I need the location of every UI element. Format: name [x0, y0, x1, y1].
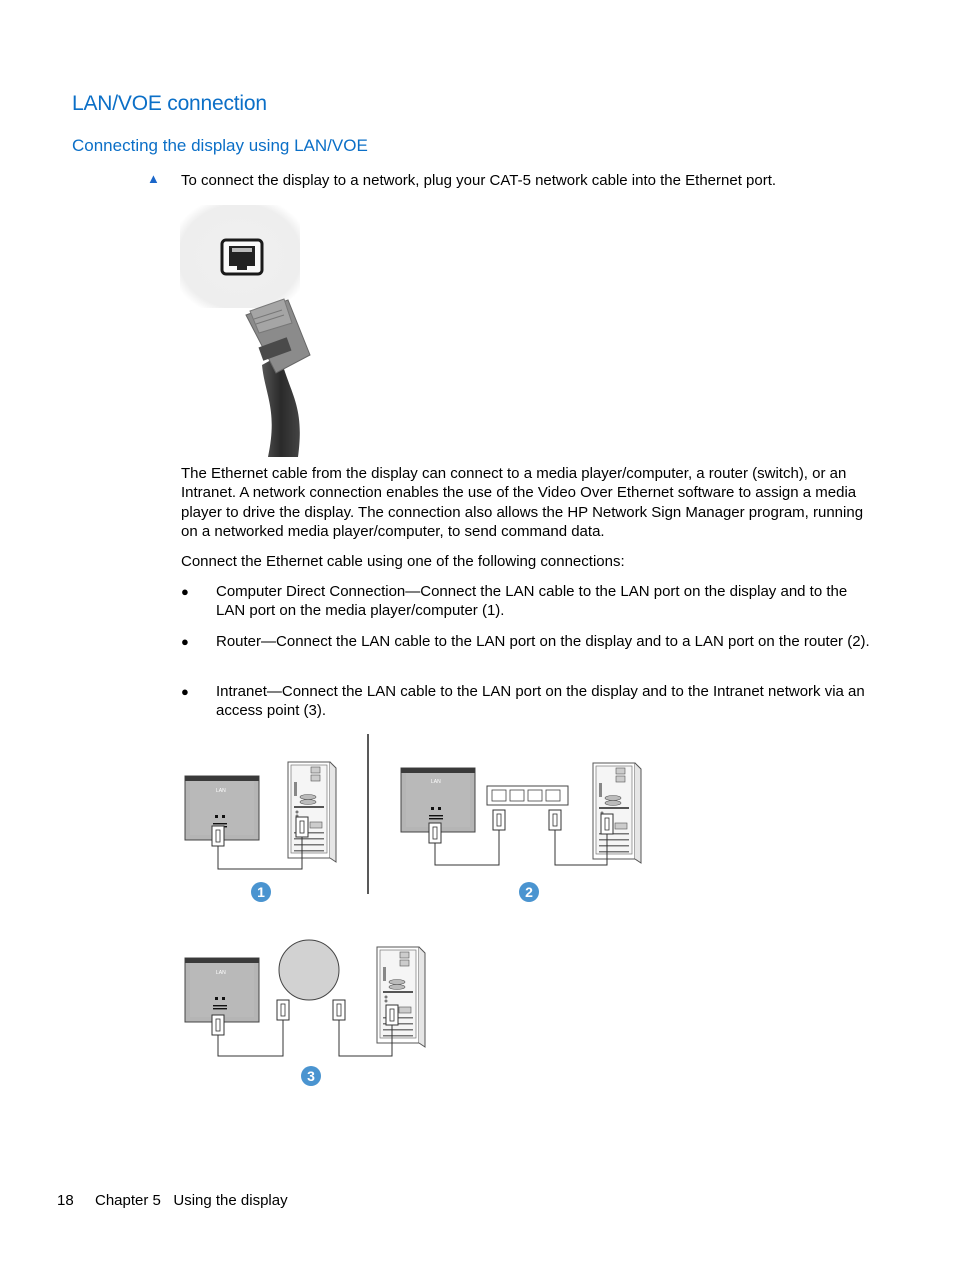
router-icon	[487, 786, 568, 805]
bullet-item-router: Router—Connect the LAN cable to the LAN port on the display and to a LAN port on the router (2).	[216, 633, 870, 650]
lan-port-label: LAN	[216, 970, 226, 976]
step-marker-icon: ▲	[147, 171, 160, 186]
callout-3: 3	[301, 1066, 321, 1086]
lan-port-label: LAN	[431, 779, 441, 785]
callout-1: 1	[251, 882, 271, 902]
section-title: LAN/VOE connection	[72, 92, 267, 115]
subsection-title: Connecting the display using LAN/VOE	[72, 136, 368, 155]
bullet-item-direct: Computer Direct Connection—Connect the LAN cable to the LAN port on the display and to the LAN port on the media player/computer (1).	[216, 583, 848, 620]
diagram-direct-connection	[185, 762, 336, 869]
bullet-dot-icon: ●	[181, 684, 189, 699]
diagram-router-connection	[401, 763, 641, 865]
step-instruction: To connect the display to a network, plug your CAT-5 network cable into the Ethernet port.	[181, 172, 777, 189]
access-point-icon	[279, 940, 339, 1000]
callout-2: 2	[519, 882, 539, 902]
footer-chapter-title: Chapter 5 Using the display	[95, 1192, 288, 1209]
lan-port-label: LAN	[216, 788, 226, 794]
page-number: 18	[57, 1192, 74, 1209]
diagram-intranet-connection	[185, 940, 425, 1056]
bullet-item-intranet: Intranet—Connect the LAN cable to the LAN port on the display and to the Intranet network via an access point (3).	[216, 683, 865, 720]
paragraph-connection-intro: Connect the Ethernet cable using one of the following connections:	[181, 553, 625, 570]
bullet-dot-icon: ●	[181, 634, 189, 649]
bullet-dot-icon: ●	[181, 584, 189, 599]
paragraph-ethernet-description: The Ethernet cable from the display can connect to a media player/computer, a router (switch), or an Intranet. A network connection enables the use of the Video Over Ethernet software to assign a media player to drive the display. The connection also allows the HP Network Sign Manager program, running on a networked media player/computer, to send command data.	[181, 465, 864, 540]
